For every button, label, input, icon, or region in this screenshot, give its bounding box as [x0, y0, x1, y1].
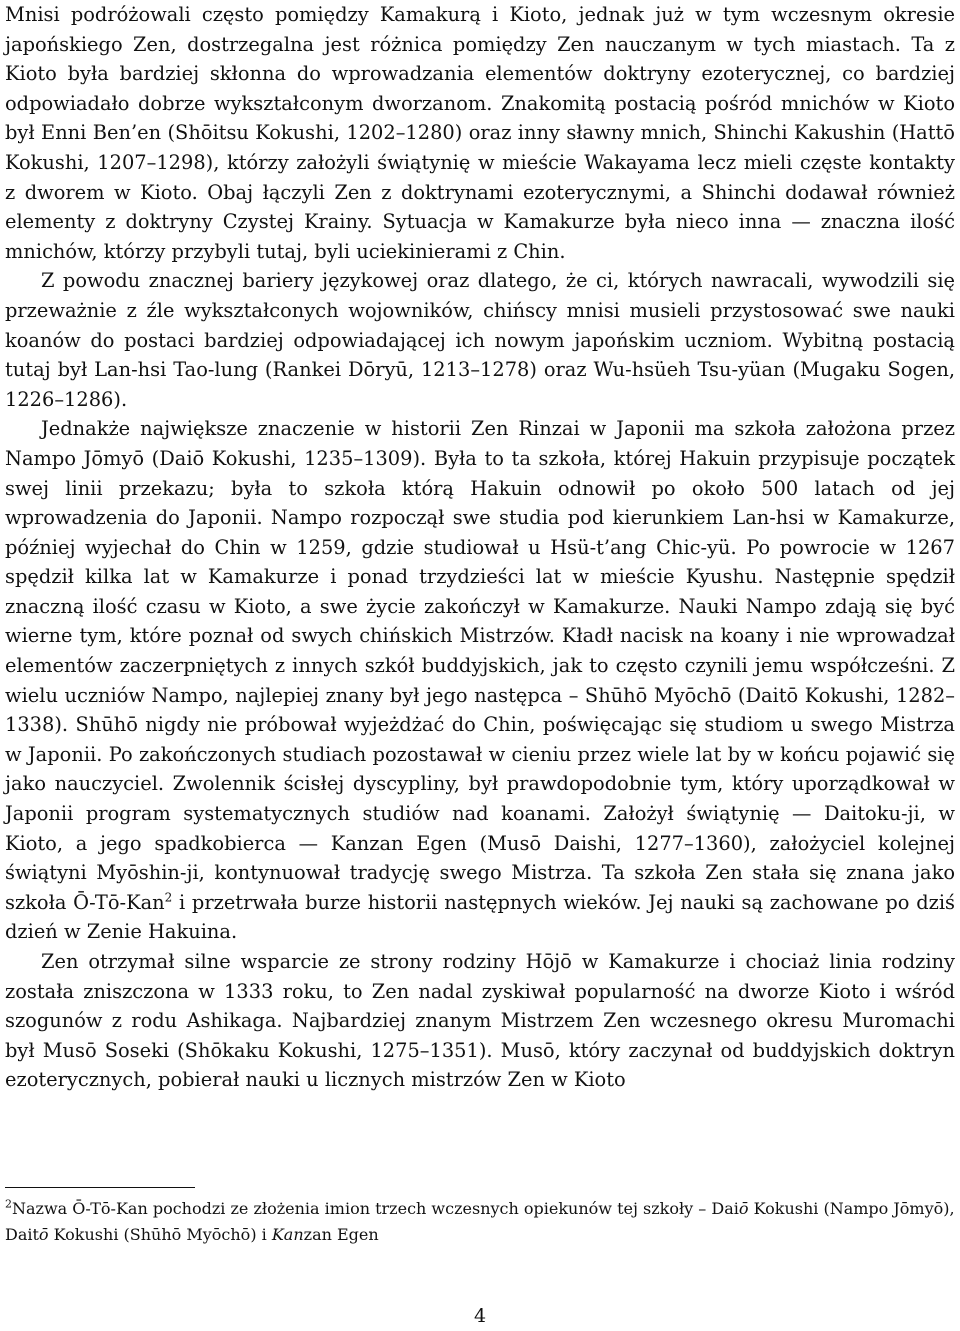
- footnote: [5, 1196, 955, 1248]
- footnote-text-a: Nazwa Ō-Tō-Kan pochodzi ze złożenia imion trzech wczesnych opiekunów tej szkoły – Dai: [12, 1199, 739, 1218]
- footnote-marker: 2: [5, 1197, 12, 1211]
- footnote-italic-1: ō: [738, 1199, 749, 1218]
- page-number: 4: [473, 1305, 487, 1327]
- footnote-text-b: Kokushi (Nampo Jōmyō), Dait: [5, 1199, 955, 1244]
- footnote-text-d: zan Egen: [303, 1225, 379, 1244]
- document-body: [5, 0, 955, 1095]
- paragraph-3-tail: i przetrwała burze historii następnych wieków. Jej nauki są zachowane po dziś dzień w Zenie Hakuina.: [5, 890, 955, 944]
- footnote-rule: [5, 1187, 195, 1188]
- footnote-italic-3: Kan: [271, 1225, 304, 1244]
- paragraph-4: Zen otrzymał silne wsparcie ze strony rodziny Hōjō w Kamakurze i chociaż linia rodziny została zniszczona w 1333 roku, to Zen nadal zyskiwał popularność na dworze Kioto i wśród szogunów z rodu Ashikaga. Najbardziej znanym Mistrzem Zen wczesnego okresu Muromachi był Musō Soseki (Shōkaku Kokushi, 1275–1351). Musō, który zaczynał od buddyjskich doktryn ezoterycznych, pobierał nauki u licznych mistrzów Zen w Kioto: [5, 950, 955, 1092]
- footnote-italic-2: ō: [38, 1225, 49, 1244]
- paragraph-3: [5, 414, 955, 947]
- paragraph-1: Mnisi podróżowali często pomiędzy Kamakurą i Kioto, jednak już w tym wczesnym okresie japońskiego Zen, dostrzegalna jest różnica pomiędzy Zen nauczanym w tych miastach. Ta z Kioto była bardziej skłonna do wprowadzania elementów doktryny ezoterycznej, co bardziej odpowiadało dobrze wykształconym dworzanom. Znakomitą postacią pośród mnichów w Kioto był Enni Ben’en (Shōitsu Kokushi, 1202–1280) oraz inny sławny mnich, Shinchi Kakushin (Hattō Kokushi, 1207–1298), którzy założyli świątynię w mieście Wakayama lecz mieli częste kontakty z dworem w Kioto. Obaj łączyli Zen z doktrynami ezoterycznymi, a Shinchi dodawał również elementy z doktryny Czystej Krainy. Sytuacja w Kamakurze była nieco inna — znaczna ilość mnichów, którzy przybyli tutaj, byli uciekinierami z Chin.: [5, 3, 955, 263]
- paragraph-2: Z powodu znacznej bariery językowej oraz dlatego, że ci, których nawracali, wywodzili się przeważnie z źle wykształconych wojowników, chińscy mnisi musieli przystosować swe nauki koanów do postaci bardziej odpowiadającej ich nowym japońskim uczniom. Wybitną postacią tutaj był Lan-hsi Tao-lung (Rankei Dōryū, 1213–1278) oraz Wu-hsüeh Tsu-yüan (Mugaku Sogen, 1226–1286).: [5, 269, 955, 411]
- paragraph-3-text: Jednakże największe znaczenie w historii Zen Rinzai w Japonii ma szkoła założona przez Nampo Jōmyō (Daiō Kokushi, 1235–1309). Była to ta szkoła, której Hakuin przypisuje początek swej linii przekazu; była to szkoła którą Hakuin odnowił po około 500 latach od jej wprowadzenia do Japonii. Nampo rozpoczął swe studia pod kierunkiem Lan-hsi w Kamakurze, później wyjechał do Chin w 1259, gdzie studiował u Hsü-t’ang Chic-yü. Po powrocie w 1267 spędził kilka lat w Kamakurze i ponad trzydzieści lat w mieście Kyushu. Następnie spędził znaczną ilość czasu w Kioto, a swe życie zakończył w Kamakurze. Nauki Nampo zdają się być wierne tym, które poznał od swych chińskich Mistrzów. Kładł nacisk na koany i nie wprowadzał elementów zaczerpniętych z innych szkół buddyjskich, jak to często czynili jemu współcześni. Z wielu uczniów Nampo, najlepiej znany był jego następca – Shūhō Myōchō (Daitō Kokushi, 1282–1338). Shūhō nigdy nie próbował wyjeżdżać do Chin, poświęcając się studiom u swego Mistrza w Japonii. Po zakończonych studiach pozostawał w cieniu przez wiele lat by w końcu pojawić się jako nauczyciel. Zwolennik ścisłej dyscypliny, był prawdopodobnie tym, który uporządkował w Japonii program systematycznych studiów nad koanami. Założył świątynię — Daitoku-ji, w Kioto, a jego spadkobierca — Kanzan Egen (Musō Daishi, 1277–1360), założyciel kolejnej świątyni Myōshin-ji, kontynuował tradycję swego Mistrza. Ta szkoła Zen stała się znana jako szkoła Ō-Tō-Kan: [5, 417, 955, 914]
- footnote-reference[interactable]: 2: [164, 890, 173, 905]
- footnote-text-c: Kokushi (Shūhō Myōchō) i: [48, 1225, 272, 1244]
